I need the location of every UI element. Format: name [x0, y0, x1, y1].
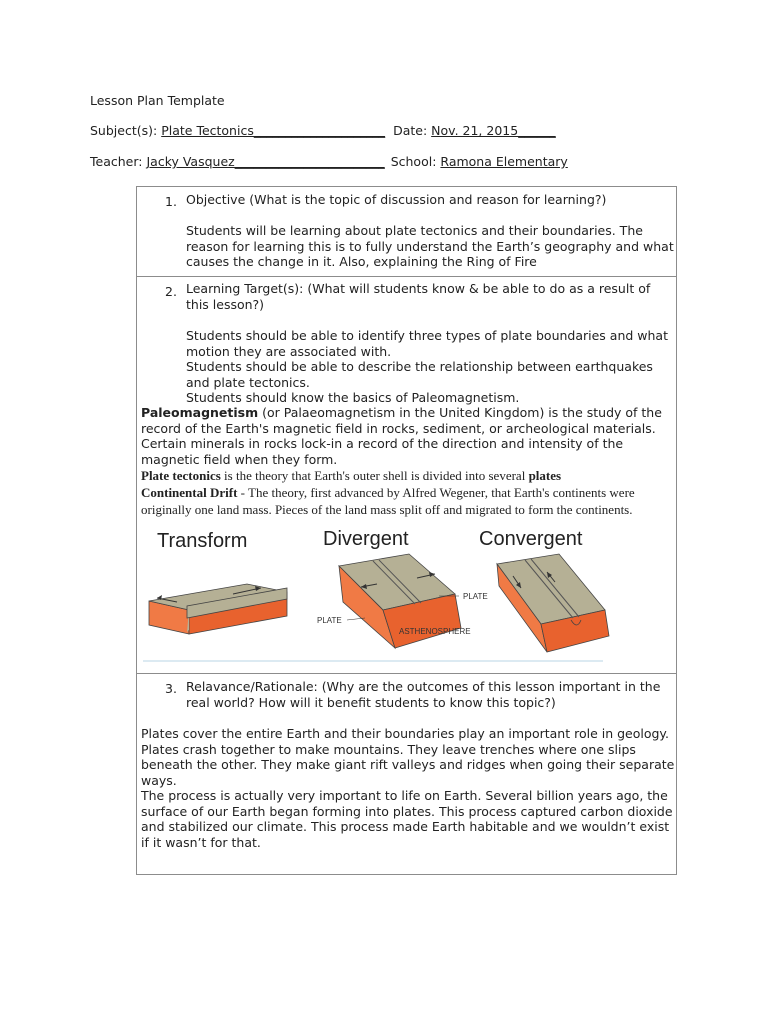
- divergent-diagram: [317, 554, 488, 648]
- text-line: The process is actually very important to life on Earth. Several billion years ago, the: [141, 788, 668, 803]
- continental-drift-term: Continental Drift: [141, 485, 238, 500]
- plate-tectonics-paragraph: [141, 467, 635, 518]
- convergent-diagram: [497, 554, 609, 652]
- plate-label-right: PLATE: [463, 592, 488, 601]
- text-line: Students will be learning about plate tectonics and their boundaries. The: [186, 223, 643, 238]
- text-line: - The theory, first advanced by Alfred Wegener, that Earth's continents were: [237, 485, 635, 500]
- text-line: originally one land mass. Pieces of the land mass split off and migrated to form the continents.: [141, 502, 633, 517]
- plate-label-left: PLATE: [317, 616, 342, 625]
- text-line: Certain minerals in rocks lock-in a record of the direction and intensity of the: [141, 436, 624, 451]
- school-value: Ramona Elementary: [440, 154, 568, 169]
- teacher-label: Teacher:: [90, 154, 143, 169]
- text-line: reason for learning this is to fully understand the Earth’s geography and what: [186, 238, 674, 254]
- transform-diagram: [149, 579, 287, 638]
- learning-target-section: [137, 276, 676, 674]
- text-line: beneath the other. They make giant rift valleys and ridges when going their separate: [141, 757, 675, 772]
- learning-target-heading: [186, 281, 650, 312]
- rationale-body: [141, 726, 674, 850]
- teacher-line: [90, 154, 568, 169]
- section-number: 3.: [165, 681, 177, 696]
- text-line: surface of our Earth began forming into plates. This process captured carbon dioxide: [141, 803, 673, 819]
- document-title: Lesson Plan Template: [90, 93, 225, 108]
- text-line: and plate tectonics.: [186, 374, 310, 390]
- text-line: (or Palaeomagnetism in the United Kingdom) is the study of the: [258, 405, 662, 420]
- rationale-heading: [186, 679, 660, 710]
- transform-label: Transform: [157, 530, 248, 552]
- text-line: motion they are associated with.: [186, 343, 392, 359]
- teacher-value: Jacky Vasquez________________________: [146, 154, 385, 169]
- learning-target-body: [186, 328, 668, 406]
- section-number: 1.: [165, 194, 177, 209]
- text-line: real world? How will it benefit students to know this topic?): [186, 694, 556, 710]
- text-line: if it wasn’t for that.: [141, 834, 261, 850]
- objective-heading: Objective (What is the topic of discussion and reason for learning?): [186, 192, 607, 207]
- subject-value: Plate Tectonics_____________________: [161, 123, 386, 138]
- text-line: Students should be able to describe the relationship between earthquakes: [186, 359, 653, 374]
- objective-section: [137, 187, 676, 277]
- text-line: ways.: [141, 772, 177, 788]
- text-line: Plates crash together to make mountains. They leave trenches where one slips: [141, 741, 636, 757]
- section-number: 2.: [165, 284, 177, 299]
- text-line: is the theory that Earth's outer shell is divided into several: [220, 468, 529, 483]
- objective-body: [186, 223, 674, 270]
- paleomagnetism-term: Paleomagnetism: [141, 405, 259, 420]
- plates-term: plates: [528, 468, 562, 483]
- subject-line: [90, 123, 556, 138]
- text-line: and stabilized our climate. This process made Earth habitable and we wouldn’t exist: [141, 819, 670, 834]
- lesson-table: [136, 186, 677, 875]
- text-line: Plates cover the entire Earth and their boundaries play an important role in geology.: [141, 726, 670, 741]
- date-label: Date:: [393, 123, 428, 138]
- date-value: Nov. 21, 2015______: [431, 123, 556, 138]
- text-line: Students should know the basics of Paleomagnetism.: [186, 390, 520, 405]
- asthenosphere-label: ASTHENOSPHERE: [399, 627, 471, 636]
- text-line: Relavance/Rationale: (Why are the outcomes of this lesson important in the: [186, 679, 661, 694]
- rationale-section: [137, 673, 676, 874]
- text-line: this lesson?): [186, 296, 265, 312]
- text-line: record of the Earth's magnetic field in rocks, sediment, or archeological materials.: [141, 420, 656, 436]
- text-line: causes the change in it. Also, explaining the Ring of Fire: [186, 254, 537, 269]
- text-line: magnetic field when they form.: [141, 451, 338, 467]
- plate-tectonics-term: Plate tectonics: [141, 468, 221, 483]
- subject-label: Subject(s):: [90, 123, 158, 138]
- convergent-label: Convergent: [479, 528, 583, 550]
- divergent-label: Divergent: [323, 528, 409, 550]
- plate-boundaries-figure: [143, 524, 623, 664]
- paleomagnetism-paragraph: [141, 405, 662, 467]
- text-line: Learning Target(s): (What will students know & be able to do as a result of: [186, 281, 651, 296]
- text-line: Students should be able to identify three types of plate boundaries and what: [186, 328, 668, 343]
- school-label: School:: [390, 154, 437, 169]
